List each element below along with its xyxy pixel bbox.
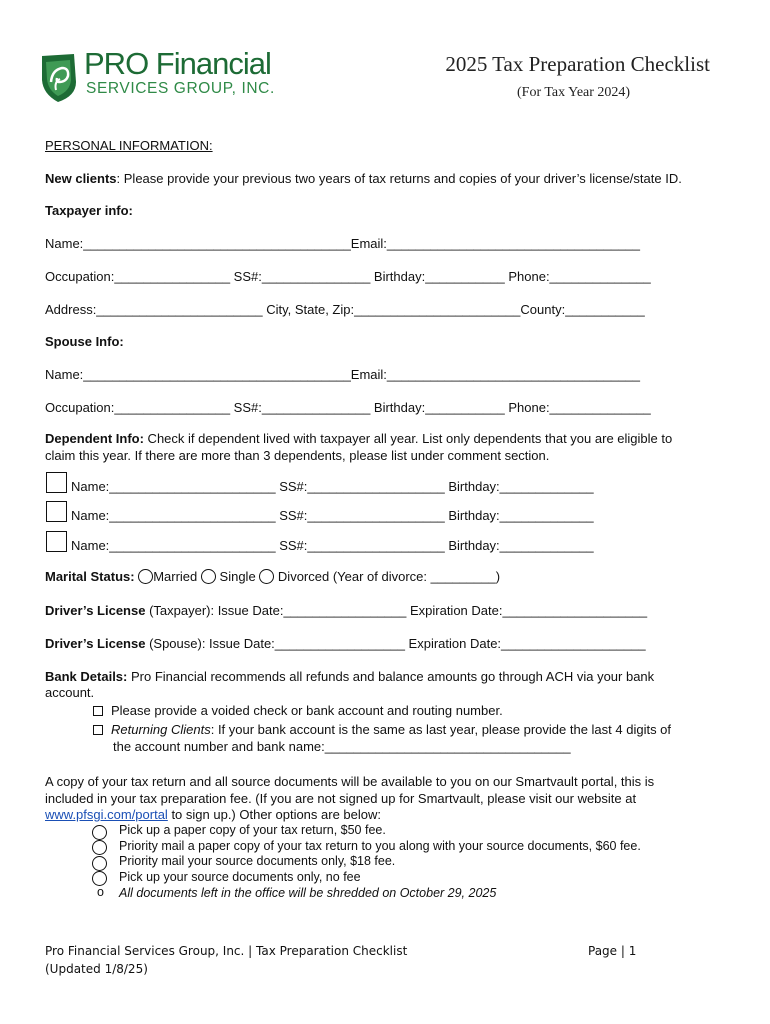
taxpayer-address-field[interactable]: Address:_______________________ City, State, Zip:_______________________County:___________ bbox=[45, 302, 645, 317]
spouse-occupation-field[interactable]: Occupation:________________ SS#:_______________ Birthday:___________ Phone:______________ bbox=[45, 400, 651, 415]
taxpayer-license-field[interactable] bbox=[45, 603, 647, 618]
logo-sub-text: SERVICES GROUP, INC. bbox=[86, 80, 275, 97]
spouse-name-email-field[interactable]: Name:_____________________________________Email:___________________________________ bbox=[45, 367, 640, 382]
option-pickup-paper-text: Pick up a paper copy of your tax return, $50 fee. bbox=[119, 823, 386, 837]
portal-text-2: included in your tax preparation fee. (If you are not signed up for Smartvault, please visit our website at bbox=[45, 791, 637, 806]
taxpayer-license-text: (Taxpayer): Issue Date:_________________ Expiration Date:____________________ bbox=[145, 603, 648, 618]
shred-note-bullet: o bbox=[97, 885, 104, 899]
dependent-3-fields[interactable]: Name:_______________________ SS#:___________________ Birthday:_____________ bbox=[71, 538, 594, 553]
option-priority-mail-docs-text: Priority mail your source documents only, $18 fee. bbox=[119, 854, 396, 868]
bank-details-text-1: Pro Financial recommends all refunds and balance amounts go through ACH via your bank bbox=[127, 669, 655, 684]
dependent-info-text bbox=[45, 431, 672, 446]
logo-main-text: PRO Financial bbox=[84, 46, 271, 81]
option-pickup-paper-radio[interactable] bbox=[92, 825, 107, 840]
footer-page-number: Page | 1 bbox=[588, 944, 637, 958]
personal-info-heading: PERSONAL INFORMATION: bbox=[45, 138, 213, 153]
dependent-2-checkbox[interactable] bbox=[46, 501, 67, 522]
marital-status-row bbox=[45, 569, 500, 584]
portal-text-3-rest: to sign up.) Other options are below: bbox=[167, 807, 382, 822]
voided-check-text: Please provide a voided check or bank account and routing number. bbox=[111, 703, 503, 718]
bank-name-field[interactable]: the account number and bank name:__________________________________ bbox=[113, 739, 571, 754]
returning-clients-text: : If your bank account is the same as last year, please provide the last 4 digits of bbox=[210, 722, 672, 737]
bank-details-text bbox=[45, 669, 654, 684]
portal-text-3 bbox=[45, 807, 381, 822]
divorced-radio[interactable] bbox=[259, 569, 274, 584]
document-subtitle: (For Tax Year 2024) bbox=[517, 85, 631, 100]
spouse-license-text: (Spouse): Issue Date:__________________ Expiration Date:____________________ bbox=[145, 636, 646, 651]
taxpayer-occupation-field[interactable]: Occupation:________________ SS#:_______________ Birthday:___________ Phone:______________ bbox=[45, 269, 651, 284]
license-label-spouse: Driver’s License bbox=[45, 636, 146, 651]
new-clients-label: New clients bbox=[45, 171, 117, 186]
married-label: Married bbox=[153, 569, 198, 584]
dependent-info-text-1: Check if dependent lived with taxpayer all year. List only dependents that you are eligible to bbox=[143, 431, 673, 446]
pro-financial-logo-icon bbox=[40, 52, 80, 104]
portal-text-1: A copy of your tax return and all source documents will be available to you on our Smartvault portal, this is bbox=[45, 774, 655, 789]
option-pickup-docs-text: Pick up your source documents only, no fee bbox=[119, 870, 361, 884]
taxpayer-name-email-field[interactable]: Name:_____________________________________Email:___________________________________ bbox=[45, 236, 640, 251]
married-radio[interactable] bbox=[138, 569, 153, 584]
dependent-2-fields[interactable]: Name:_______________________ SS#:___________________ Birthday:_____________ bbox=[71, 508, 594, 523]
bank-details-text-2: account. bbox=[45, 685, 95, 700]
bank-details-label: Bank Details: bbox=[45, 669, 128, 684]
voided-check-item bbox=[93, 703, 503, 718]
returning-clients-item bbox=[93, 722, 671, 737]
document-title: 2025 Tax Preparation Checklist bbox=[445, 52, 710, 76]
option-priority-mail-docs-radio[interactable] bbox=[92, 856, 107, 871]
new-clients-text: : Please provide your previous two years of tax returns and copies of your driver’s license/state ID. bbox=[116, 171, 682, 186]
license-label-taxpayer: Driver’s License bbox=[45, 603, 146, 618]
spouse-license-field[interactable] bbox=[45, 636, 646, 651]
dependent-1-fields[interactable]: Name:_______________________ SS#:___________________ Birthday:_____________ bbox=[71, 479, 594, 494]
dependent-info-label: Dependent Info: bbox=[45, 431, 144, 446]
single-label: Single bbox=[219, 569, 256, 584]
portal-link[interactable]: www.pfsgi.com/portal bbox=[45, 807, 168, 822]
voided-check-checkbox[interactable] bbox=[93, 706, 103, 716]
single-radio[interactable] bbox=[201, 569, 216, 584]
dependent-info-text-2: claim this year. If there are more than 3 dependents, please list under comment section. bbox=[45, 448, 550, 463]
dependent-1-checkbox[interactable] bbox=[46, 472, 67, 493]
spouse-heading: Spouse Info: bbox=[45, 334, 124, 349]
new-clients-note bbox=[45, 171, 682, 186]
option-priority-mail-paper-text: Priority mail a paper copy of your tax return to you along with your source documents, $60 fee. bbox=[119, 839, 641, 853]
returning-clients-label: Returning Clients bbox=[111, 722, 211, 737]
marital-status-label: Marital Status: bbox=[45, 569, 135, 584]
dependent-3-checkbox[interactable] bbox=[46, 531, 67, 552]
returning-clients-checkbox[interactable] bbox=[93, 725, 103, 735]
footer-title: Pro Financial Services Group, Inc. | Tax Preparation Checklist bbox=[45, 944, 408, 958]
divorced-label: Divorced (Year of divorce: _________) bbox=[277, 569, 501, 584]
footer-updated: (Updated 1/8/25) bbox=[45, 962, 148, 976]
taxpayer-heading: Taxpayer info: bbox=[45, 203, 133, 218]
option-priority-mail-paper-radio[interactable] bbox=[92, 840, 107, 855]
shred-note-text: All documents left in the office will be shredded on October 29, 2025 bbox=[119, 886, 497, 900]
option-pickup-docs-radio[interactable] bbox=[92, 871, 107, 886]
